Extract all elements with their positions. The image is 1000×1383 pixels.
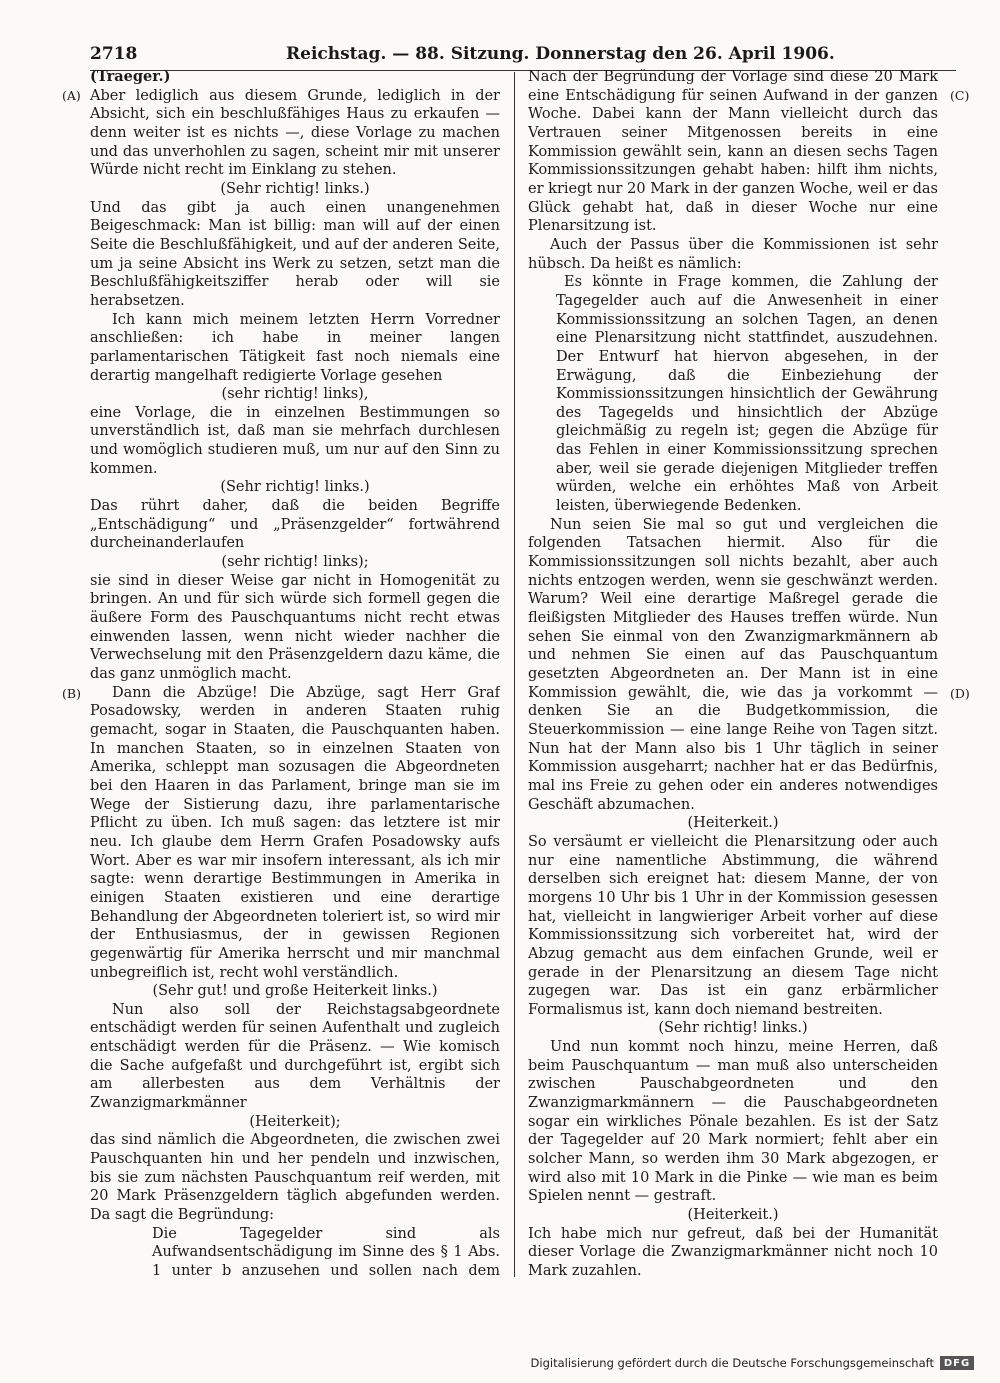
margin-mark-c: (C): [950, 88, 970, 103]
paragraph: Auch der Passus über die Kommissionen ist sehr hübsch. Da heißt es nämlich:: [528, 236, 938, 272]
interjection: (Heiterkeit.): [687, 1207, 779, 1224]
page-number: 2718: [90, 44, 138, 64]
paragraph: Nun also soll der Reichstagsabgeordnete entschädigt werden für seinen Aufenthalt und zugleich entschädigt werden für die Präsenz. — Wie komisch die Sache aufgefaßt und durchgeführt ist, ergibt sich am allerbesten aus dem Verhältnis der Zwanzigmarkmänner: [90, 1001, 500, 1112]
paragraph: Ich habe mich nur gefreut, daß bei der Humanität dieser Vorlage die Zwanzigmarkmänner nicht noch 10 Mark zuzahlen.: [528, 1225, 938, 1279]
margin-mark-d: (D): [950, 686, 970, 701]
paragraph: Das rührt daher, daß die beiden Begriffe „Entschädigung“ und „Präsenzgelder“ fortwährend durcheinanderlaufen: [90, 498, 500, 552]
paragraph: Ich kann mich meinem letzten Herrn Vorredner anschließen: ich habe in meiner langen parlamentarischen Tätigkeit fast noch niemals eine derartig mangelhaft redigierte Vorlage gesehen: [90, 311, 500, 384]
right-column: [528, 68, 938, 1280]
credit-text: Digitalisierung gefördert durch die Deutsche Forschungsgemeinschaft: [530, 1356, 934, 1370]
margin-mark-b: (B): [62, 686, 81, 701]
page-header: [90, 40, 956, 71]
paragraph: So versäumt er vielleicht die Plenarsitzung oder auch nur eine namentliche Abstimmung, die während derselben sich ereignet hat: diesem Manne, der von morgens 10 Uhr bis 1 Uhr in der Kommission gesessen hat, vielleicht in langwieriger Arbeit vorher auf diese Kommissionssitzung sich vorbereitet hat, wird der Abzug gemacht aus dem einfachen Grunde, weil er gerade in der Plenarsitzung an diesem Tage nicht zugegen war. Das ist ein ganz erbärmlicher Formalismus ist, kann doch niemand bestreiten.: [528, 833, 938, 1018]
interjection: (Sehr richtig! links.): [220, 180, 370, 197]
paragraph: Nach der Begründung der Vorlage sind diese 20 Mark eine Entschädigung für seinen Aufwand in der ganzen Woche. Dabei kann der Mann vielleicht durch das Vertrauen seiner Mitgenossen bereits in eine Kommission gewählt sein, kann an diesen sechs Tagen Kommissionssitzungen gehabt haben: hilft ihm nichts, er kriegt nur 20 Mark in der ganzen Woche, weil er das Glück gehabt hat, daß in dieser Woche nur eine Plenarsitzung ist.: [528, 69, 938, 235]
interjection: (Heiterkeit.): [687, 815, 779, 832]
speaker-label: (Traeger.): [90, 68, 171, 85]
paragraph: Aber lediglich aus diesem Grunde, lediglich in der Absicht, sich ein beschlußfähiges Haus zu erkaufen — denn weiter ist es nichts —, diese Vorlage zu machen und das unverhohlen zu sagen, scheint mir mit unserer Würde nicht recht im Einklang zu stehen.: [90, 87, 500, 179]
paragraph: Und nun kommt noch hinzu, meine Herren, daß beim Pauschquantum — man muß also unterscheiden zwischen Pauschabgeordneten und den Zwanzigmarkmännern — die Pauschabgeordneten sogar ein wirkliches Pönale bezahlen. Es ist der Satz der Tagegelder auf 20 Mark normiert; fehlt aber ein solcher Mann, so werden ihm 30 Mark abgezogen, er wird also mit 10 Mark in die Pinke — wie man es beim Spielen nennt — gestraft.: [528, 1039, 938, 1205]
paragraph: sie sind in dieser Weise gar nicht in Homogenität zu bringen. An und für sich würde sich formell gegen die äußere Form des Pauschquantums nicht recht etwas einwenden lassen, wenn nicht wieder nachher die Verwechselung mit den Präsenzgeldern dazu käme, die das ganz unmöglich macht.: [90, 572, 500, 682]
quotation: Die Tagegelder sind als Aufwandsentschädigung im Sinne des § 1 Abs. 1 unter b anzusehen und sollen nach dem: [152, 1225, 500, 1279]
margin-mark-a: (A): [62, 88, 81, 103]
paragraph: Und das gibt ja auch einen unangenehmen Beigeschmack: Man ist billig: man will auf der einen Seite die Beschlußfähigkeit, und auf der anderen Seite, um ja seine Absicht ins Werk zu setzen, setzt man die Beschlußfähigkeitsziffer herab oder will sie herabsetzen.: [90, 199, 500, 309]
interjection: (Sehr gut! und große Heiterkeit links.): [152, 983, 438, 1000]
column-divider: [514, 72, 515, 1277]
quotation: Es könnte in Frage kommen, die Zahlung der Tagegelder auch auf die Anwesenheit in einer Kommissionssitzung an solchen Tagen, an denen eine Plenarsitzung nicht stattfindet, auszudehnen. Der Entwurf hat hiervon abgesehen, in der Erwägung, daß die Einbeziehung der Kommissionssitzungen hinsichtlich der Gewährung des Tagegelds und hinsichtlich der Abzüge gleichmäßig zu regeln ist; gegen die Abzüge für das Fehlen in einer Kommissionssitzung sprechen aber, weil sie gerade diejenigen Mitglieder treffen würden, welche ein erhöhtes Maß von Arbeit leisten, überwiegende Bedenken.: [556, 274, 938, 515]
running-title: Reichstag. — 88. Sitzung. Donnerstag den 26. April 1906.: [286, 44, 835, 64]
interjection: (Heiterkeit);: [249, 1113, 341, 1130]
digitization-credit: [531, 1353, 974, 1373]
left-column: [90, 68, 500, 1280]
paragraph: eine Vorlage, die in einzelnen Bestimmungen so unverständlich ist, daß man sie mehrfach durchlesen und womöglich studieren muß, um nur auf den Sinn zu kommen.: [90, 404, 500, 477]
interjection: (sehr richtig! links),: [221, 386, 369, 403]
dfg-logo-icon: DFG: [940, 1356, 974, 1370]
paragraph: das sind nämlich die Abgeordneten, die zwischen zwei Pauschquanten hin und her pendeln und inzwischen, bis sie zum nächsten Pauschquantum reif werden, mit 20 Mark Präsenzgeldern täglich abgefunden werden. Da sagt die Begründung:: [90, 1132, 500, 1224]
interjection: (sehr richtig! links);: [221, 554, 369, 571]
interjection: (Sehr richtig! links.): [658, 1020, 808, 1037]
paragraph: Dann die Abzüge! Die Abzüge, sagt Herr Graf Posadowsky, werden in anderen Staaten ruhig gemacht, sogar in Staaten, die Pauschquanten haben. In manchen Staaten, so in einzelnen Staaten von Amerika, schleppt man sozusagen die Abgeordneten bei den Haaren in das Parlament, bringe man sie im Wege der Sistierung dazu, ihre parlamentarische Pflicht zu üben. Ich muß sagen: das letztere ist mir neu. Ich glaube dem Herrn Grafen Posadowsky aufs Wort. Aber es war mir insofern interessant, als ich mir sagte: wenn derartige Bestimmungen in Amerika in einigen Staaten existieren und eine derartige Behandlung der Abgeordneten toleriert ist, so wird mir der Enthusiasmus, der in gewissen Regionen gegenwärtig für Amerika herrscht und mir manchmal unbegreiflich ist, recht wohl verständlich.: [90, 684, 500, 981]
paragraph: Nun seien Sie mal so gut und vergleichen die folgenden Tatsachen hiermit. Also für die Kommissionssitzungen soll nichts bezahlt, aber auch nichts entzogen werden, wenn sie geschwänzt werden. Warum? Weil eine derartige Maßregel gerade die fleißigsten Mitglieder des Hauses treffen würde. Nun sehen Sie einmal von den Zwanzigmarkmännern ab und nehmen Sie einen auf das Pauschquantum gesetzten Abgeordneten an. Der Mann ist in eine Kommission gewählt, die, wie das ja vorkommt — denken Sie an die Budgetkommission, die Steuerkommission — eine lange Reihe von Tagen sitzt. Nun hat der Mann also bis 1 Uhr täglich in seiner Kommission ausgeharrt; nachher hat er das Bedürfnis, mal ins Freie zu gehen oder ein anderes notwendiges Geschäft abzumachen.: [528, 516, 938, 813]
interjection: (Sehr richtig! links.): [220, 479, 370, 496]
